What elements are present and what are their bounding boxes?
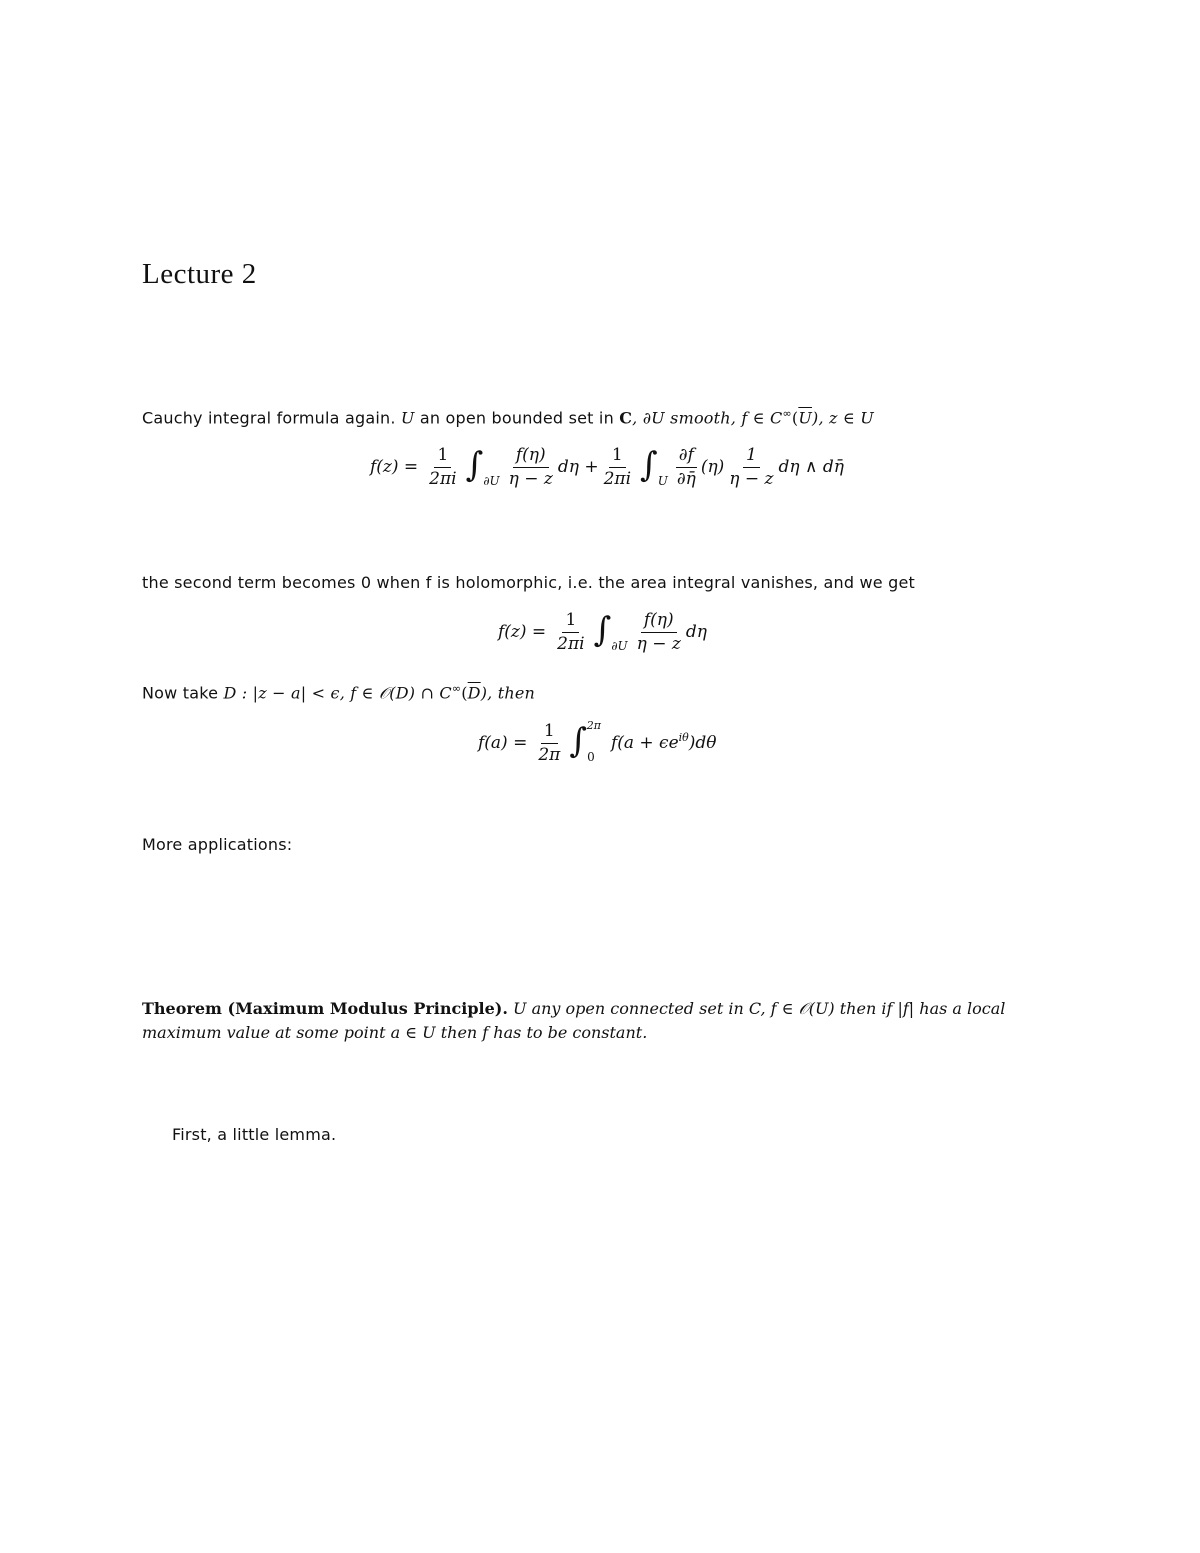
now-take-text: Now take [142,683,224,703]
equation-mean-value [478,718,717,765]
eq3-upper-limit: 2π [586,718,601,732]
eq1-integral-2: ∫ [640,445,658,486]
eq3-tail: )dθ [688,733,717,754]
intro-closure-u: $\overline{U}$ [798,408,813,428]
intro-set-u: U [400,408,415,428]
eq1-fraction-3: $\frac{1}{2\pi i}$ [603,445,632,489]
eq2-boundary-sub: ∂U [611,639,628,654]
eq1-tail: dη ∧ dη̄ [778,457,844,478]
eq1-boundary-sub: ∂U [483,474,500,489]
eq1-lhs: f(z) = [370,457,419,478]
intro-text-2: an open bounded set in [414,408,620,428]
eq3-integral: ∫ [569,721,588,762]
eq2-integral: ∫ [593,610,612,651]
now-take-closure-d: $\overline{D}$ [467,683,481,703]
now-take-infinity: ∞ [451,682,462,695]
intro-text-4: ), z ∈ U [812,408,874,428]
eq3-lower-limit: 0 [587,750,595,765]
eq2-tail: dη [685,622,707,643]
eq1-middle: dη + [557,457,599,478]
eq2-lhs: f(z) = [498,622,547,643]
equation-cauchy-pompeiu [370,446,844,488]
equation-cauchy-integral [498,611,707,653]
eq3-exponent: iθ [678,730,689,744]
intro-condition: f ∈ C [741,408,783,428]
eq2-fraction-2: $\frac{f(\eta)}{\eta - z}$ [636,610,681,654]
intro-text-3: , ∂U smooth, [632,408,742,428]
more-applications: More applications: [142,835,293,854]
lecture-heading: Lecture 2 [142,258,257,290]
lemma-intro: First, a little lemma. [172,1125,337,1144]
now-take-paragraph: Now take D : |z − a| < ϵ, f ∈ 𝒪(D) ∩ $C^\infty(\overline{D})$, then [142,682,536,703]
eq1-fraction-1: $\frac{1}{2\pi i}$ [429,445,457,489]
eq3-fraction: $\frac{1}{2\pi}$ [538,721,561,765]
eq1-integral-1: ∫ [465,445,484,486]
eq1-derivative: $\frac{\partial f}{\partial\etā}$ [676,445,696,489]
second-term-paragraph: the second term becomes 0 when f is holomorphic, i.e. the area integral vanishes, and we get [142,573,915,592]
eq3-body: f(a + ϵe [610,733,679,754]
theorem-block [142,997,1072,1045]
now-take-disk: D : |z − a| < ϵ, f ∈ 𝒪(D) ∩ C [223,683,452,703]
intro-infinity: ∞ [782,407,792,420]
eq2-fraction-1: $\frac{1}{2\pi i}$ [557,610,585,654]
now-take-then: ), then [480,683,536,703]
theorem-label: Theorem (Maximum Modulus Principle). [142,999,508,1018]
eq1-domain-sub: U [657,474,668,489]
intro-text-1: Cauchy integral formula again. [142,408,401,428]
eq1-fraction-4: $\frac{1}{\eta - z}$ [729,445,774,489]
eq3-lhs: f(a) = [478,733,528,754]
intro-paragraph: Cauchy integral formula again. U an open bounded set in C, ∂U smooth, f ∈ $C^\infty(\overline{U})$, z ∈ U [142,407,874,428]
theorem-body: U any open connected set in C, f ∈ 𝒪(U) then if |f| has a local maximum value at some point a ∈ U then f has to be constant. [142,999,1006,1042]
eq1-argument: (η) [700,457,725,478]
intro-complex-plane: C [619,408,633,428]
eq1-fraction-2: $\frac{f(\eta)}{\eta - z}$ [508,445,553,489]
